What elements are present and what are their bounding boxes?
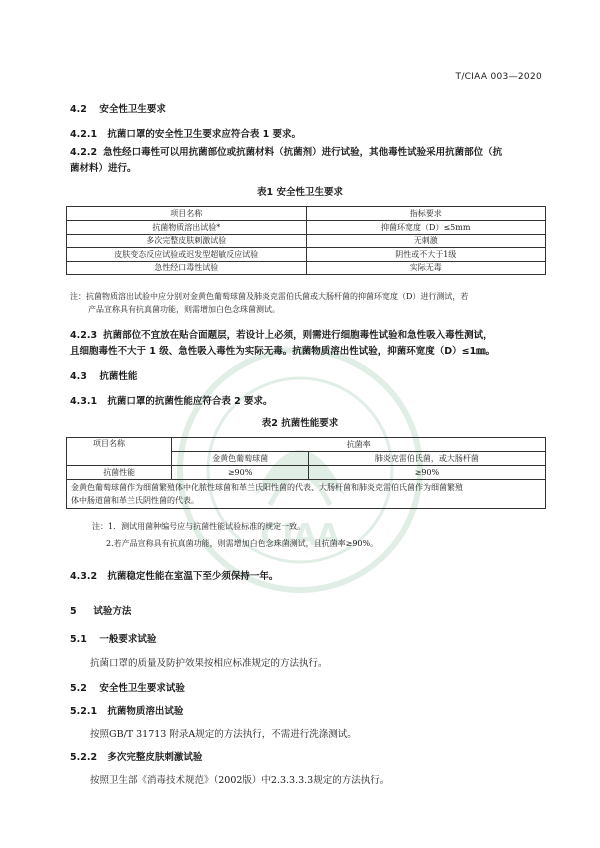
description-line2: 体中肠道菌和革兰氏阴性菌的代表。 bbox=[71, 496, 199, 505]
section-5-2 bbox=[70, 680, 185, 694]
section-number: 5.1 bbox=[70, 634, 87, 645]
section-5-1-body: 抗菌口罩的质量及防护效果按相应标准规定的方法执行。 bbox=[90, 658, 328, 669]
cell-item: 抗菌物质溶出试验* bbox=[67, 221, 307, 235]
clause-4-2-3 bbox=[70, 328, 548, 360]
subheader-staph: 金黄色葡萄球菌 bbox=[172, 452, 308, 466]
table-header-row bbox=[67, 207, 546, 221]
cell-requirement: 无刺激 bbox=[306, 234, 546, 248]
table1-caption: 表1 安全性卫生要求 bbox=[257, 187, 343, 198]
header-rate: 抗菌率 bbox=[172, 438, 546, 452]
clause-number: 4.2.2 bbox=[70, 147, 98, 158]
table1-note bbox=[70, 290, 550, 316]
section-title: 一般要求试验 bbox=[99, 634, 157, 645]
section-title: 多次完整皮肤刺激试验 bbox=[107, 752, 203, 763]
cell-requirement: 抑菌环宽度（D）≤5mm bbox=[306, 221, 546, 235]
table-safety-requirements bbox=[66, 206, 546, 275]
cell-requirement: 阴性或不大于1级 bbox=[306, 248, 546, 262]
table-row bbox=[67, 466, 546, 480]
section-title: 试验方法 bbox=[93, 606, 132, 617]
clause-text-line1: 抗菌部位不宜放在贴合面题层，若设计上必须，则需进行细胞毒性试验和急性吸入毒性测试， bbox=[103, 330, 493, 341]
clause-number: 4.3.1 bbox=[70, 396, 98, 407]
table2-notes bbox=[92, 520, 552, 550]
cell-item: 多次完整皮肤刺激试验 bbox=[67, 234, 307, 248]
clause-text: 抗菌口罩的安全性卫生要求应符合表 1 要求。 bbox=[107, 129, 302, 140]
cell-item: 急性经口毒性试验 bbox=[67, 261, 307, 275]
clause-text-line2: 菌材料）进行。 bbox=[70, 163, 137, 174]
table-row bbox=[67, 480, 546, 509]
table-row bbox=[67, 234, 546, 248]
section-title: 抗菌物质溶出试验 bbox=[107, 706, 184, 717]
subheader-klebsiella: 肺炎克雷伯氏菌，或大肠杆菌 bbox=[308, 452, 545, 466]
watermark-text: CIAA bbox=[260, 518, 340, 553]
cell-value-staph: ≥90% bbox=[172, 466, 308, 480]
header-requirement: 指标要求 bbox=[306, 207, 546, 221]
section-4-3 bbox=[70, 368, 137, 382]
section-5-2-2-body: 按照卫生部《消毒技术规范》（2002版）中2.3.3.3.3规定的方法执行。 bbox=[90, 775, 390, 786]
section-number: 5.2.2 bbox=[70, 752, 98, 763]
cell-item: 抗菌性能 bbox=[67, 466, 172, 480]
section-number: 5 bbox=[70, 606, 77, 617]
note-1: 注：1．测试用菌种编号应与抗菌性能试验标准的规定一致。 bbox=[92, 522, 306, 531]
section-5-2-1 bbox=[70, 703, 183, 717]
section-number: 5.2.1 bbox=[70, 706, 98, 717]
header-item-name: 项目名称 bbox=[67, 207, 307, 221]
section-title: 安全性卫生要求 bbox=[99, 104, 166, 115]
clause-text: 抗菌稳定性能在室温下至少须保持一年。 bbox=[107, 571, 279, 582]
clause-4-2-1 bbox=[70, 126, 301, 140]
note-2: 2.若产品宣称具有抗真菌功能，则需增加白色念珠菌测试，且抗菌率≥90%。 bbox=[106, 539, 379, 548]
table-row bbox=[67, 248, 546, 262]
header-item-name: 项目名称 bbox=[67, 438, 172, 466]
section-title: 安全性卫生要求试验 bbox=[99, 683, 185, 694]
section-title: 抗菌性能 bbox=[99, 371, 138, 382]
section-5-2-1-body: 按照GB/T 31713 附录A规定的方法执行，不需进行洗涤测试。 bbox=[90, 729, 357, 740]
cell-description bbox=[67, 480, 546, 509]
table-header-row bbox=[67, 438, 546, 452]
section-5-1 bbox=[70, 631, 156, 645]
section-number: 4.2 bbox=[70, 104, 87, 115]
table2-caption: 表2 抗菌性能要求 bbox=[261, 418, 339, 429]
section-5 bbox=[70, 603, 131, 617]
clause-text-line1: 急性经口毒性可以用抗菌部位或抗菌材料（抗菌剂）进行试验，其他毒性试验采用抗菌部位（抗 bbox=[103, 147, 503, 158]
clause-number: 4.2.1 bbox=[70, 129, 98, 140]
note-line2: 产品宣称具有抗真菌功能，则需增加白色念珠菌测试。 bbox=[88, 305, 280, 314]
clause-text: 抗菌口罩的抗菌性能应符合表 2 要求。 bbox=[107, 396, 273, 407]
table-antibacterial-performance bbox=[66, 437, 546, 509]
section-number: 4.3 bbox=[70, 371, 87, 382]
section-number: 5.2 bbox=[70, 683, 87, 694]
note-line1: 注：抗菌物质溶出试验中应分别对金黄色葡萄球菌及肺炎克雷伯氏菌或大肠杆菌的抑菌环宽度（D）进行测试，若 bbox=[70, 292, 469, 301]
section-5-2-2 bbox=[70, 749, 202, 763]
table-row bbox=[67, 221, 546, 235]
clause-text-line2: 且细胞毒性不大于 1 级、急性吸入毒性为实际无毒。抗菌物质溶出性试验，抑菌环宽度（D）≤1㎜。 bbox=[70, 346, 496, 357]
table-row bbox=[67, 261, 546, 275]
section-4-2 bbox=[70, 101, 166, 115]
cell-item: 皮肤变态反应试验或迟发型超敏反应试验 bbox=[67, 248, 307, 262]
description-line1: 金黄色葡萄球菌作为细菌繁殖体中化脓性球菌和革兰氏阳性菌的代表、大肠杆菌和肺炎克雷伯氏菌作为细菌繁殖 bbox=[71, 483, 463, 492]
clause-4-3-2 bbox=[70, 568, 278, 582]
cell-value-klebsiella: ≥90% bbox=[308, 466, 545, 480]
clause-number: 4.2.3 bbox=[70, 330, 98, 341]
standard-number: T/CIAA 003—2020 bbox=[455, 72, 542, 82]
clause-4-3-1 bbox=[70, 393, 273, 407]
cell-requirement: 实际无毒 bbox=[306, 261, 546, 275]
clause-number: 4.3.2 bbox=[70, 571, 98, 582]
clause-4-2-2 bbox=[70, 145, 548, 177]
